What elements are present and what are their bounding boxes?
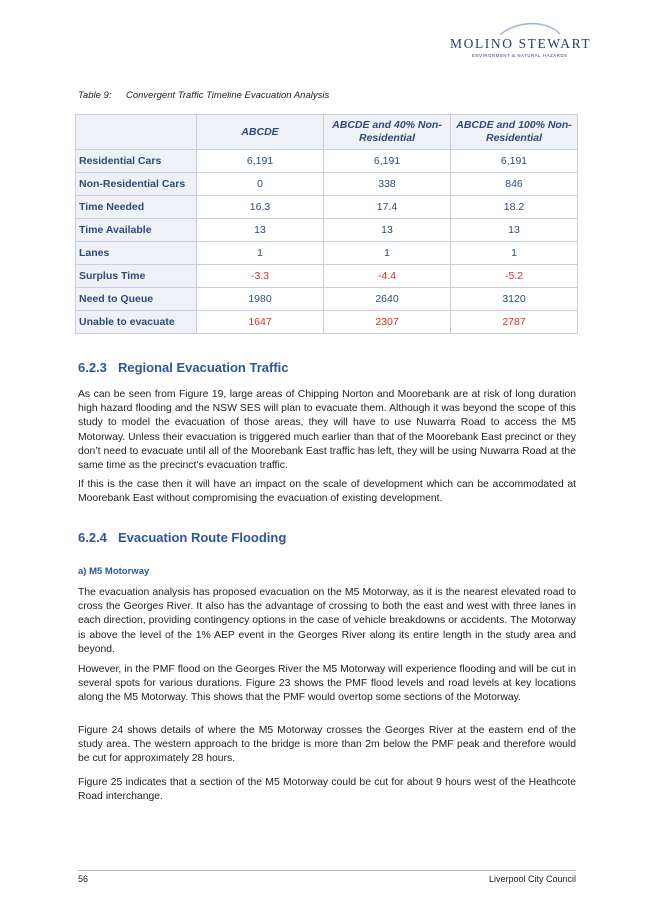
table-caption-number: Table 9: (78, 90, 112, 101)
table-cell: 2787 (451, 311, 578, 334)
table-cell: 1647 (197, 311, 324, 334)
paragraph: As can be seen from Figure 19, large areas of Chipping Norton and Moorebank are at risk of long duration high hazard flooding and the NSW SES will plan to evacuate them. Although it was beyond the scope of this study to model the evacuation of those areas, they will have to use Nuwarra Road to access the M5 Motorway. Unless their evacuation is triggered much earlier than that of the Moorebank East precinct or they don’t need to evacuate until all of the Moorebank East traffic has left, they will be using Nuwarra Road at the same time as the precinct’s evacuation traffic. (78, 389, 576, 472)
row-label: Unable to evacuate (76, 311, 197, 334)
footer-client: Liverpool City Council (488, 874, 576, 884)
paragraph: Figure 25 indicates that a section of the M5 Motorway could be cut for about 9 hours west of the Heathcote Road interchange. (78, 777, 576, 803)
table-cell: 1 (197, 242, 324, 265)
table-cell: 0 (197, 173, 324, 196)
table-row (76, 196, 578, 219)
table-cell: 2640 (324, 288, 451, 311)
row-label: Need to Queue (76, 288, 197, 311)
table-cell: 16.3 (197, 196, 324, 219)
table-cell: 1 (324, 242, 451, 265)
section-number: 6.2.4 (78, 530, 107, 545)
page-number: 56 (78, 874, 89, 884)
subheading-m5-motorway: a) M5 Motorway (78, 566, 150, 577)
evacuation-table (75, 114, 578, 334)
table-cell: 2307 (324, 311, 451, 334)
table-cell: 1 (451, 242, 578, 265)
company-logo (442, 22, 592, 62)
table-cell: 17.4 (324, 196, 451, 219)
table-column-header: ABCDE (197, 115, 324, 150)
paragraph: If this is the case then it will have an impact on the scale of development which can be accommodated at Moorebank East without compromising the evacuation of existing development. (78, 479, 576, 505)
table-column-header: ABCDE and 100% Non-Residential (451, 115, 578, 150)
table-cell: 13 (197, 219, 324, 242)
table-cell: 1980 (197, 288, 324, 311)
table-caption (78, 90, 329, 101)
section-title: Regional Evacuation Traffic (118, 360, 289, 375)
logo-tagline: ENVIRONMENT & NATURAL HAZARDS (472, 53, 568, 58)
footer-divider (78, 870, 576, 871)
section-number: 6.2.3 (78, 360, 107, 375)
row-label: Lanes (76, 242, 197, 265)
table-cell: 338 (324, 173, 451, 196)
section-heading-6-2-4 (78, 530, 286, 545)
table-row (76, 265, 578, 288)
table-row (76, 150, 578, 173)
table-cell: 13 (451, 219, 578, 242)
paragraph: Figure 24 shows details of where the M5 Motorway crosses the Georges River at the eastern end of the study area. The western approach to the bridge is more than 2m below the PMF peak and therefore would be cut for approximately 28 hours. (78, 725, 576, 765)
table-cell: 18.2 (451, 196, 578, 219)
table-row (76, 242, 578, 265)
table-cell: 6,191 (197, 150, 324, 173)
table-cell: 3120 (451, 288, 578, 311)
table-cell: 846 (451, 173, 578, 196)
table-cell: 6,191 (324, 150, 451, 173)
table-header-empty (76, 115, 197, 150)
paragraph: The evacuation analysis has proposed evacuation on the M5 Motorway, as it is the nearest elevated road to cross the Georges River. It also has the advantage of crossing to both the east and west with three lanes in each direction, providing contingency options in the case of vehicle breakdowns or accidents. The Motorway is above the level of the 1% AEP event in the Georges River along its entire length in the study area and beyond. (78, 587, 576, 655)
table-header-row (76, 115, 578, 150)
table-caption-title: Convergent Traffic Timeline Evacuation Analysis (126, 90, 330, 101)
table-cell: -4.4 (324, 265, 451, 288)
paragraph: However, in the PMF flood on the Georges River the M5 Motorway will experience flooding and will be cut in several spots for various durations. Figure 23 shows the PMF flood levels and road levels at key locations along the M5 Motorway. This shows that the PMF would overtop some sections of the Motorway. (78, 664, 576, 704)
table-row (76, 219, 578, 242)
table-row (76, 311, 578, 334)
section-title: Evacuation Route Flooding (118, 530, 287, 545)
table-column-header: ABCDE and 40% Non-Residential (324, 115, 451, 150)
table-cell: 6,191 (451, 150, 578, 173)
table-cell: -3.3 (197, 265, 324, 288)
section-heading-6-2-3 (78, 360, 289, 375)
row-label: Residential Cars (76, 150, 197, 173)
table-cell: 13 (324, 219, 451, 242)
logo-name: MOLINO STEWART (450, 36, 592, 51)
row-label: Non-Residential Cars (76, 173, 197, 196)
table-row (76, 173, 578, 196)
row-label: Time Needed (76, 196, 197, 219)
table-cell: -5.2 (451, 265, 578, 288)
table-row (76, 288, 578, 311)
row-label: Time Available (76, 219, 197, 242)
row-label: Surplus Time (76, 265, 197, 288)
